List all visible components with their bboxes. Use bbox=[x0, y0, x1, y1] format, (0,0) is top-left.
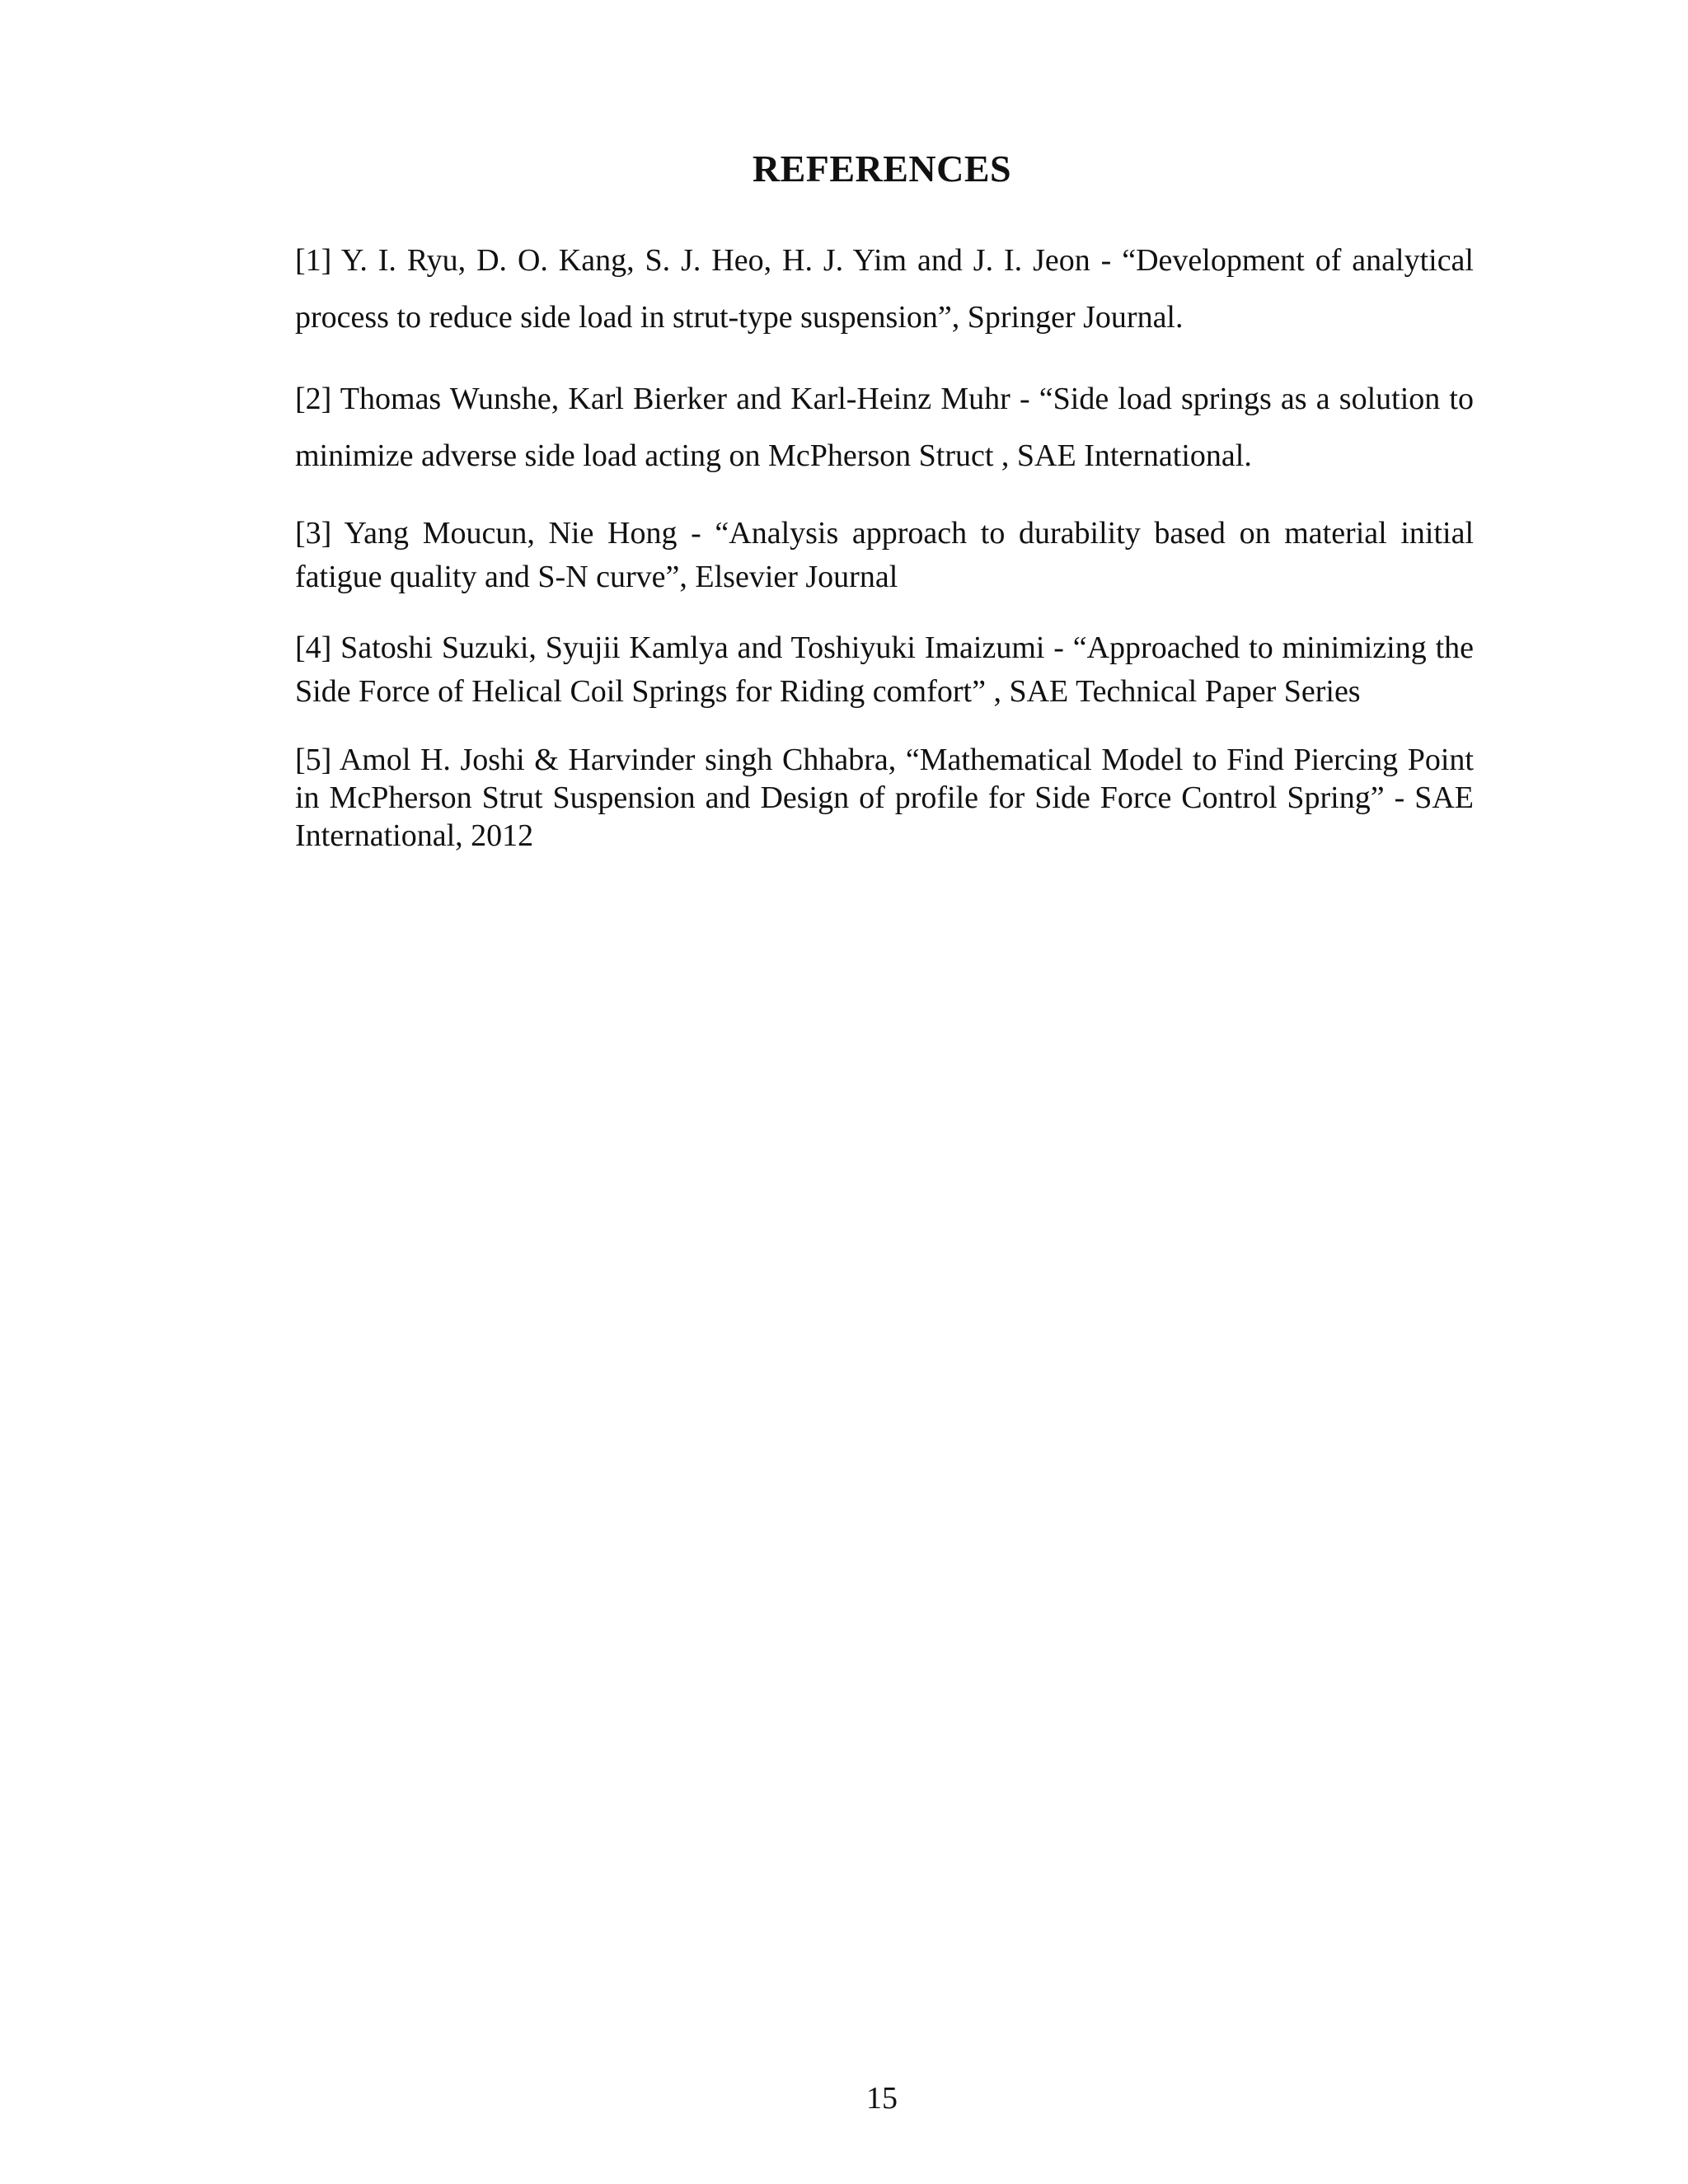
reference-item-4: [4] Satoshi Suzuki, Syujii Kamlya and Toshiyuki Imaizumi - “Approached to minimizing the Side Force of Helical Coil Springs for Riding comfort” , SAE Technical Paper Series bbox=[295, 630, 1474, 709]
reference-item-3: [3] Yang Moucun, Nie Hong - “Analysis approach to durability based on material initial fatigue quality and S-N curve”, Elsevier Journal bbox=[295, 516, 1474, 594]
page-number: 15 bbox=[866, 2081, 898, 2116]
reference-item-5: [5] Amol H. Joshi & Harvinder singh Chhabra, “Mathematical Model to Find Piercing Point in McPherson Strut Suspension and Design of profile for Side Force Control Spring” - SAE International, 2012 bbox=[295, 743, 1474, 853]
reference-list bbox=[295, 232, 1474, 855]
reference-item-2: [2] Thomas Wunshe, Karl Bierker and Karl-Heinz Muhr - “Side load springs as a solution to minimize adverse side load acting on McPherson Struct , SAE International. bbox=[295, 382, 1474, 473]
reference-item-1: [1] Y. I. Ryu, D. O. Kang, S. J. Heo, H. J. Yim and J. I. Jeon - “Development of analytical process to reduce side load in strut-type suspension”, Springer Journal. bbox=[295, 243, 1474, 335]
page-title: REFERENCES bbox=[752, 148, 1012, 190]
